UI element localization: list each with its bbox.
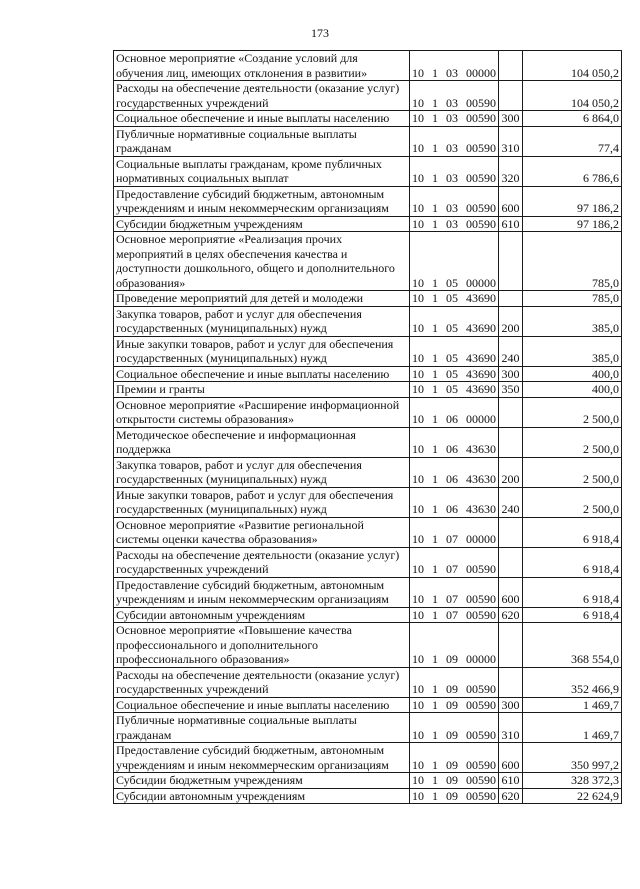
amount-cell: 2 500,0 — [523, 397, 622, 427]
code-part: 00000 — [466, 412, 496, 426]
code-part: 1 — [432, 472, 438, 486]
code-parts — [412, 201, 496, 216]
code-part: 00590 — [466, 592, 496, 606]
amount-cell: 368 554,0 — [523, 623, 622, 668]
table-row — [114, 713, 622, 743]
code-part: 03 — [446, 216, 458, 231]
classification-code-cell — [410, 788, 499, 804]
expense-name-cell: Публичные нормативные социальные выплаты гражданам — [114, 126, 410, 156]
code-parts — [412, 608, 496, 623]
classification-code-cell — [410, 397, 499, 427]
expense-type-cell: 240 — [499, 487, 523, 517]
code-part: 09 — [446, 697, 458, 712]
code-part: 10 — [412, 412, 424, 426]
code-part: 03 — [446, 111, 458, 125]
code-part: 10 — [412, 201, 424, 215]
code-part: 1 — [432, 216, 438, 231]
expense-type-cell: 600 — [499, 186, 523, 216]
code-part: 07 — [446, 562, 458, 576]
expense-name-cell: Закупка товаров, работ и услуг для обеспечения государственных (муниципальных) нужд — [114, 306, 410, 336]
code-parts — [412, 682, 496, 697]
code-part: 00590 — [466, 201, 496, 215]
classification-code-cell — [410, 111, 499, 127]
amount-cell: 104 050,2 — [523, 51, 622, 81]
code-part: 1 — [432, 607, 438, 622]
code-part: 00000 — [466, 532, 496, 546]
expense-type-cell: 310 — [499, 713, 523, 743]
code-parts — [412, 502, 496, 517]
expense-name-cell: Иные закупки товаров, работ и услуг для обеспечения государственных (муниципальных) нужд — [114, 336, 410, 366]
expense-type-cell: 300 — [499, 697, 523, 713]
code-part: 10 — [412, 592, 424, 606]
expense-type-cell: 610 — [499, 216, 523, 232]
expense-type-cell: 610 — [499, 773, 523, 789]
classification-code-cell — [410, 577, 499, 607]
amount-cell: 385,0 — [523, 336, 622, 366]
code-part: 1 — [432, 502, 438, 516]
code-part: 1 — [432, 351, 438, 365]
code-parts — [412, 532, 496, 547]
expense-type-cell — [499, 547, 523, 577]
table-row — [114, 547, 622, 577]
code-part: 43690 — [466, 366, 496, 381]
amount-cell: 400,0 — [523, 366, 622, 382]
table-row — [114, 382, 622, 398]
amount-cell: 77,4 — [523, 126, 622, 156]
table-row — [114, 773, 622, 789]
code-part: 1 — [432, 532, 438, 546]
code-part: 1 — [432, 773, 438, 787]
code-part: 07 — [446, 607, 458, 622]
code-part: 10 — [412, 111, 424, 125]
code-part: 1 — [432, 291, 438, 305]
code-part: 10 — [412, 788, 424, 803]
code-part: 07 — [446, 532, 458, 546]
code-part: 1 — [432, 697, 438, 712]
code-part: 05 — [446, 382, 458, 396]
expense-type-cell: 600 — [499, 577, 523, 607]
classification-code-cell — [410, 457, 499, 487]
expense-name-cell: Социальное обеспечение и иные выплаты населению — [114, 697, 410, 713]
classification-code-cell — [410, 487, 499, 517]
amount-cell: 6 918,4 — [523, 607, 622, 623]
code-parts — [412, 291, 496, 306]
code-part: 07 — [446, 592, 458, 606]
code-part: 00590 — [466, 727, 496, 742]
amount-cell: 350 997,2 — [523, 743, 622, 773]
code-part: 43630 — [466, 472, 496, 486]
code-part: 06 — [446, 442, 458, 456]
code-part: 10 — [412, 366, 424, 381]
code-part: 05 — [446, 291, 458, 305]
amount-cell: 2 500,0 — [523, 427, 622, 457]
classification-code-cell — [410, 51, 499, 81]
table-row — [114, 517, 622, 547]
code-parts — [412, 728, 496, 743]
code-part: 1 — [432, 562, 438, 576]
code-part: 00590 — [466, 562, 496, 576]
code-part: 09 — [446, 788, 458, 803]
expense-name-cell: Иные закупки товаров, работ и услуг для обеспечения государственных (муниципальных) нужд — [114, 487, 410, 517]
expense-name-cell: Субсидии бюджетным учреждениям — [114, 773, 410, 789]
code-parts — [412, 111, 496, 126]
code-part: 09 — [446, 773, 458, 787]
classification-code-cell — [410, 291, 499, 307]
amount-cell: 385,0 — [523, 306, 622, 336]
code-part: 43690 — [466, 291, 496, 305]
code-parts — [412, 276, 496, 291]
expense-type-cell: 620 — [499, 607, 523, 623]
code-part: 1 — [432, 171, 438, 185]
code-part: 1 — [432, 111, 438, 125]
classification-code-cell — [410, 743, 499, 773]
expense-name-cell: Публичные нормативные социальные выплаты гражданам — [114, 713, 410, 743]
expense-name-cell: Методическое обеспечение и информационная поддержка — [114, 427, 410, 457]
expense-name-cell: Проведение мероприятий для детей и молодежи — [114, 291, 410, 307]
classification-code-cell — [410, 667, 499, 697]
amount-cell: 352 466,9 — [523, 667, 622, 697]
expense-type-cell: 300 — [499, 111, 523, 127]
amount-cell: 2 500,0 — [523, 457, 622, 487]
table-row — [114, 623, 622, 668]
expense-type-cell: 200 — [499, 457, 523, 487]
code-part: 43690 — [466, 351, 496, 365]
table-row — [114, 216, 622, 232]
table-row — [114, 397, 622, 427]
code-part: 1 — [432, 788, 438, 803]
code-part: 10 — [412, 682, 424, 696]
code-part: 10 — [412, 275, 424, 290]
code-part: 1 — [432, 65, 438, 80]
code-part: 09 — [446, 757, 458, 772]
code-part: 06 — [446, 472, 458, 486]
code-part: 1 — [432, 321, 438, 335]
code-part: 10 — [412, 95, 424, 110]
table-row — [114, 81, 622, 111]
expense-name-cell: Расходы на обеспечение деятельности (оказание услуг) государственных учреждений — [114, 547, 410, 577]
expense-type-cell: 300 — [499, 366, 523, 382]
amount-cell: 328 372,3 — [523, 773, 622, 789]
code-part: 1 — [432, 652, 438, 666]
expense-name-cell: Расходы на обеспечение деятельности (оказание услуг) государственных учреждений — [114, 667, 410, 697]
code-part: 05 — [446, 321, 458, 335]
code-part: 05 — [446, 366, 458, 381]
code-part: 00590 — [466, 773, 496, 787]
code-parts — [412, 758, 496, 773]
table-row — [114, 186, 622, 216]
amount-cell: 104 050,2 — [523, 81, 622, 111]
code-part: 10 — [412, 697, 424, 712]
expense-name-cell: Основное мероприятие «Повышение качества профессионального и дополнительного профессионального образования» — [114, 623, 410, 668]
code-parts — [412, 141, 496, 156]
classification-code-cell — [410, 382, 499, 398]
code-part: 43630 — [466, 502, 496, 516]
expense-type-cell — [499, 397, 523, 427]
code-part: 05 — [446, 351, 458, 365]
amount-cell: 785,0 — [523, 291, 622, 307]
code-part: 1 — [432, 757, 438, 772]
code-parts — [412, 382, 496, 397]
code-part: 43690 — [466, 321, 496, 335]
table-row — [114, 111, 622, 127]
classification-code-cell — [410, 306, 499, 336]
expense-name-cell: Предоставление субсидий бюджетным, автономным учреждениям и иным некоммерческим организациям — [114, 577, 410, 607]
expense-type-cell: 240 — [499, 336, 523, 366]
table-row — [114, 457, 622, 487]
table-row — [114, 306, 622, 336]
code-part: 00000 — [466, 275, 496, 290]
expense-type-cell: 200 — [499, 306, 523, 336]
code-part: 10 — [412, 351, 424, 365]
code-parts — [412, 592, 496, 607]
classification-code-cell — [410, 773, 499, 789]
code-part: 00590 — [466, 95, 496, 110]
classification-code-cell — [410, 81, 499, 111]
expense-name-cell: Субсидии автономным учреждениям — [114, 607, 410, 623]
expense-type-cell — [499, 667, 523, 697]
code-parts — [412, 412, 496, 427]
code-part: 00590 — [466, 171, 496, 185]
expense-name-cell: Премии и гранты — [114, 382, 410, 398]
code-part: 10 — [412, 727, 424, 742]
classification-code-cell — [410, 427, 499, 457]
table-row — [114, 366, 622, 382]
code-part: 00590 — [466, 111, 496, 125]
expense-name-cell: Закупка товаров, работ и услуг для обеспечения государственных (муниципальных) нужд — [114, 457, 410, 487]
expense-type-cell: 310 — [499, 126, 523, 156]
code-part: 10 — [412, 607, 424, 622]
amount-cell: 6 786,6 — [523, 156, 622, 186]
expense-name-cell: Основное мероприятие «Реализация прочих мероприятий в целях обеспечения качества и доступности дошкольного, общего и дополнительного образования» — [114, 232, 410, 291]
code-part: 03 — [446, 201, 458, 215]
code-part: 03 — [446, 95, 458, 110]
code-part: 10 — [412, 65, 424, 80]
amount-cell: 97 186,2 — [523, 216, 622, 232]
code-part: 10 — [412, 757, 424, 772]
amount-cell: 6 918,4 — [523, 517, 622, 547]
code-part: 05 — [446, 275, 458, 290]
table-row — [114, 336, 622, 366]
code-part: 03 — [446, 171, 458, 185]
classification-code-cell — [410, 547, 499, 577]
table-row — [114, 743, 622, 773]
table-row — [114, 51, 622, 81]
code-part: 03 — [446, 141, 458, 155]
code-part: 10 — [412, 382, 424, 396]
code-part: 06 — [446, 412, 458, 426]
expense-type-cell — [499, 427, 523, 457]
code-parts — [412, 442, 496, 457]
code-part: 00000 — [466, 65, 496, 80]
code-parts — [412, 652, 496, 667]
code-part: 1 — [432, 366, 438, 381]
code-part: 00590 — [466, 682, 496, 696]
code-part: 00590 — [466, 788, 496, 803]
expense-type-cell: 600 — [499, 743, 523, 773]
expense-type-cell: 620 — [499, 788, 523, 804]
code-parts — [412, 698, 496, 713]
code-parts — [412, 773, 496, 788]
amount-cell: 6 864,0 — [523, 111, 622, 127]
expense-type-cell: 320 — [499, 156, 523, 186]
code-part: 1 — [432, 141, 438, 155]
code-part: 06 — [446, 502, 458, 516]
table-row — [114, 232, 622, 291]
classification-code-cell — [410, 607, 499, 623]
code-part: 10 — [412, 442, 424, 456]
expense-type-cell: 350 — [499, 382, 523, 398]
amount-cell: 97 186,2 — [523, 186, 622, 216]
classification-code-cell — [410, 366, 499, 382]
code-part: 43690 — [466, 382, 496, 396]
table-row — [114, 607, 622, 623]
code-part: 00590 — [466, 757, 496, 772]
code-part: 10 — [412, 502, 424, 516]
table-row — [114, 126, 622, 156]
classification-code-cell — [410, 216, 499, 232]
classification-code-cell — [410, 232, 499, 291]
amount-cell: 1 469,7 — [523, 697, 622, 713]
code-part: 1 — [432, 201, 438, 215]
code-part: 1 — [432, 275, 438, 290]
expense-type-cell — [499, 51, 523, 81]
expense-type-cell — [499, 291, 523, 307]
code-part: 1 — [432, 382, 438, 396]
budget-table — [113, 50, 622, 804]
amount-cell: 6 918,4 — [523, 577, 622, 607]
expense-name-cell: Социальное обеспечение и иные выплаты населению — [114, 366, 410, 382]
classification-code-cell — [410, 336, 499, 366]
code-part: 00590 — [466, 141, 496, 155]
code-part: 00590 — [466, 216, 496, 231]
code-part: 09 — [446, 682, 458, 696]
table-row — [114, 788, 622, 804]
expense-type-cell — [499, 623, 523, 668]
expense-name-cell: Социальное обеспечение и иные выплаты населению — [114, 111, 410, 127]
expense-name-cell: Предоставление субсидий бюджетным, автономным учреждениям и иным некоммерческим организациям — [114, 743, 410, 773]
classification-code-cell — [410, 697, 499, 713]
expense-name-cell: Субсидии бюджетным учреждениям — [114, 216, 410, 232]
code-part: 00590 — [466, 607, 496, 622]
code-part: 10 — [412, 321, 424, 335]
expense-type-cell — [499, 517, 523, 547]
budget-table-body — [114, 51, 622, 804]
table-row — [114, 487, 622, 517]
code-part: 1 — [432, 95, 438, 110]
amount-cell: 22 624,9 — [523, 788, 622, 804]
code-parts — [412, 351, 496, 366]
code-part: 1 — [432, 682, 438, 696]
code-part: 10 — [412, 216, 424, 231]
expense-name-cell: Расходы на обеспечение деятельности (оказание услуг) государственных учреждений — [114, 81, 410, 111]
expense-type-cell — [499, 232, 523, 291]
table-row — [114, 667, 622, 697]
code-parts — [412, 789, 496, 804]
table-row — [114, 427, 622, 457]
code-part: 10 — [412, 773, 424, 787]
classification-code-cell — [410, 623, 499, 668]
code-part: 43630 — [466, 442, 496, 456]
code-part: 00590 — [466, 697, 496, 712]
table-row — [114, 697, 622, 713]
expense-name-cell: Основное мероприятие «Создание условий для обучения лиц, имеющих отклонения в развитии» — [114, 51, 410, 81]
code-parts — [412, 96, 496, 111]
code-part: 1 — [432, 442, 438, 456]
expense-name-cell: Предоставление субсидий бюджетным, автономным учреждениям и иным некоммерческим организациям — [114, 186, 410, 216]
code-parts — [412, 562, 496, 577]
code-part: 1 — [432, 592, 438, 606]
code-part: 10 — [412, 141, 424, 155]
table-row — [114, 291, 622, 307]
classification-code-cell — [410, 126, 499, 156]
code-part: 09 — [446, 727, 458, 742]
code-part: 10 — [412, 652, 424, 666]
amount-cell: 785,0 — [523, 232, 622, 291]
expense-type-cell — [499, 81, 523, 111]
code-part: 10 — [412, 472, 424, 486]
code-parts — [412, 66, 496, 81]
expense-name-cell: Основное мероприятие «Развитие региональной системы оценки качества образования» — [114, 517, 410, 547]
code-part: 10 — [412, 171, 424, 185]
code-parts — [412, 321, 496, 336]
code-part: 09 — [446, 652, 458, 666]
table-row — [114, 577, 622, 607]
amount-cell: 2 500,0 — [523, 487, 622, 517]
code-parts — [412, 217, 496, 232]
classification-code-cell — [410, 156, 499, 186]
expense-name-cell: Основное мероприятие «Расширение информационной открытости системы образования» — [114, 397, 410, 427]
code-parts — [412, 472, 496, 487]
code-part: 00000 — [466, 652, 496, 666]
page-number: 173 — [311, 26, 329, 40]
expense-name-cell: Социальные выплаты гражданам, кроме публичных нормативных социальных выплат — [114, 156, 410, 186]
amount-cell: 6 918,4 — [523, 547, 622, 577]
classification-code-cell — [410, 517, 499, 547]
classification-code-cell — [410, 186, 499, 216]
code-part: 10 — [412, 562, 424, 576]
code-parts — [412, 367, 496, 382]
code-part: 1 — [432, 727, 438, 742]
code-part: 03 — [446, 65, 458, 80]
code-part: 10 — [412, 291, 424, 305]
amount-cell: 1 469,7 — [523, 713, 622, 743]
classification-code-cell — [410, 713, 499, 743]
amount-cell: 400,0 — [523, 382, 622, 398]
code-part: 10 — [412, 532, 424, 546]
table-row — [114, 156, 622, 186]
code-parts — [412, 171, 496, 186]
expense-name-cell: Субсидии автономным учреждениям — [114, 788, 410, 804]
code-part: 1 — [432, 412, 438, 426]
